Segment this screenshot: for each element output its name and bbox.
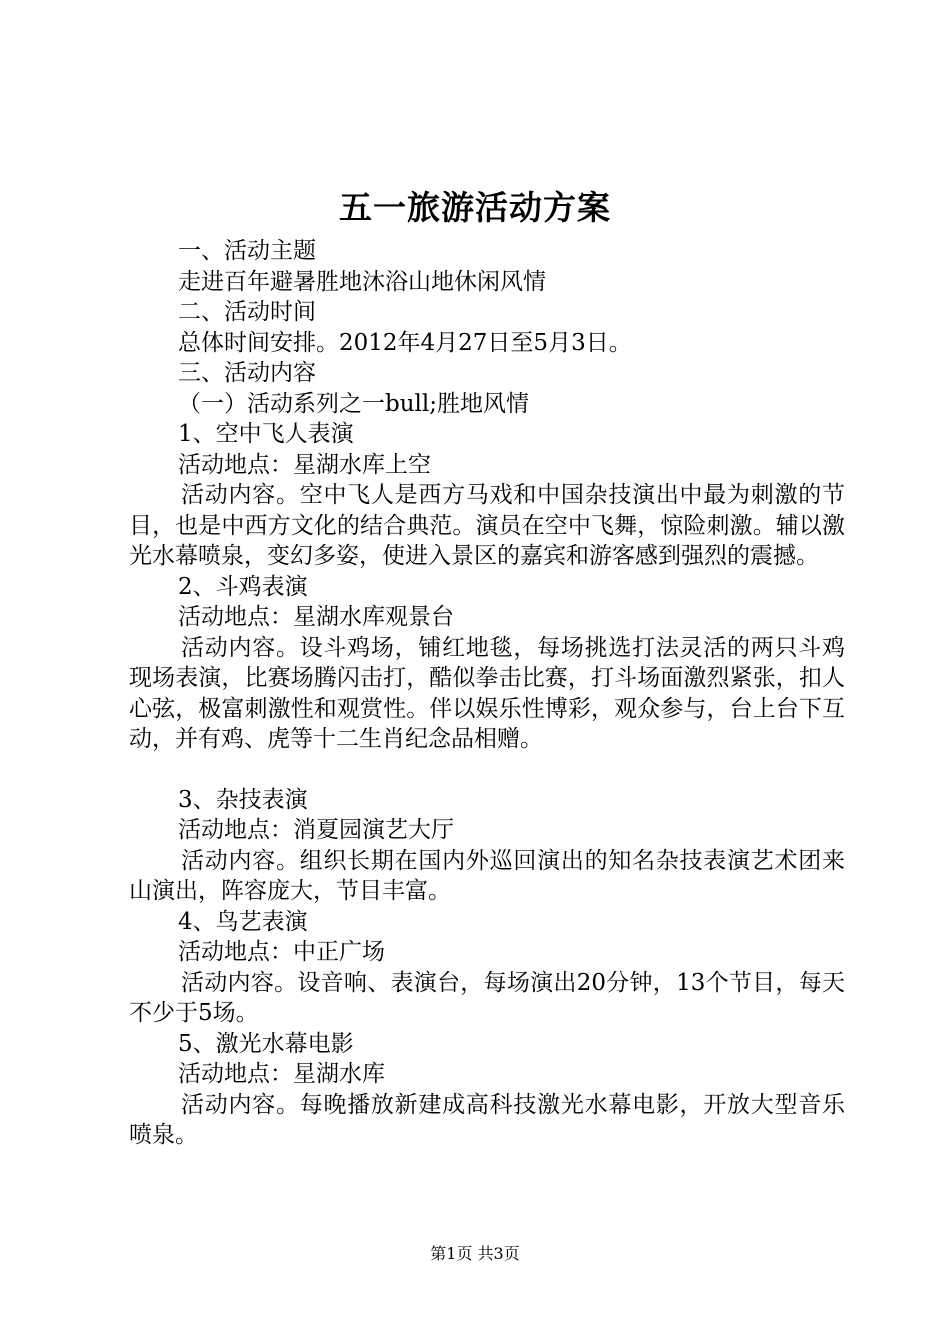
item-location: 活动地点：星湖水库观景台 <box>178 604 454 630</box>
section-heading-theme: 一、活动主题 <box>178 238 316 264</box>
section-heading-content: 三、活动内容 <box>178 360 316 386</box>
item-title: 1、空中飞人表演 <box>178 421 354 447</box>
item-content: 活动内容。设音响、表演台，每场演出20分钟，13个节目，每天不少于5场。 <box>129 969 845 1026</box>
item-content: 活动内容。每晚播放新建成高科技激光水幕电影，开放大型音乐喷泉。 <box>129 1091 845 1148</box>
section-heading-time: 二、活动时间 <box>178 299 316 325</box>
item-title: 3、杂技表演 <box>178 786 308 813</box>
document-body <box>129 236 845 1151</box>
paragraph-spacer <box>129 755 845 785</box>
document-title: 五一旅游活动方案 <box>339 188 611 227</box>
item-location: 活动地点：星湖水库 <box>178 1061 385 1087</box>
item-content: 活动内容。设斗鸡场，铺红地毯，每场挑选打法灵活的两只斗鸡现场表演，比赛场腾闪击打，酷似拳击比赛，打斗场面激烈紧张，扣人心弦，极富刺激性和观赏性。伴以娱乐性博彩，观众参与，台上台下互动，并有鸡、虎等十二生肖纪念品相赠。 <box>129 634 845 752</box>
series-heading: （一）活动系列之一bull;胜地风情 <box>178 390 529 417</box>
item-title: 2、斗鸡表演 <box>178 573 308 600</box>
page-footer: 第1页 共3页 <box>430 1244 520 1263</box>
item-content: 活动内容。组织长期在国内外巡回演出的知名杂技表演艺术团来山演出，阵容庞大，节目丰富。 <box>129 847 845 904</box>
item-title: 4、鸟艺表演 <box>178 908 308 935</box>
item-content: 活动内容。空中飞人是西方马戏和中国杂技演出中最为刺激的节目，也是中西方文化的结合典范。演员在空中飞舞，惊险刺激。辅以激光水幕喷泉，变幻多姿，使进入景区的嘉宾和游客感到强烈的震撼。 <box>129 482 845 569</box>
section-text-theme: 走进百年避暑胜地沐浴山地休闲风情 <box>178 268 546 295</box>
item-title: 5、激光水幕电影 <box>178 1030 354 1057</box>
item-location: 活动地点：消夏园演艺大厅 <box>178 817 454 843</box>
item-location: 活动地点：星湖水库上空 <box>178 451 431 478</box>
section-text-time: 总体时间安排。2012年4月27日至5月3日。 <box>178 329 632 356</box>
item-location: 活动地点：中正广场 <box>178 939 385 965</box>
